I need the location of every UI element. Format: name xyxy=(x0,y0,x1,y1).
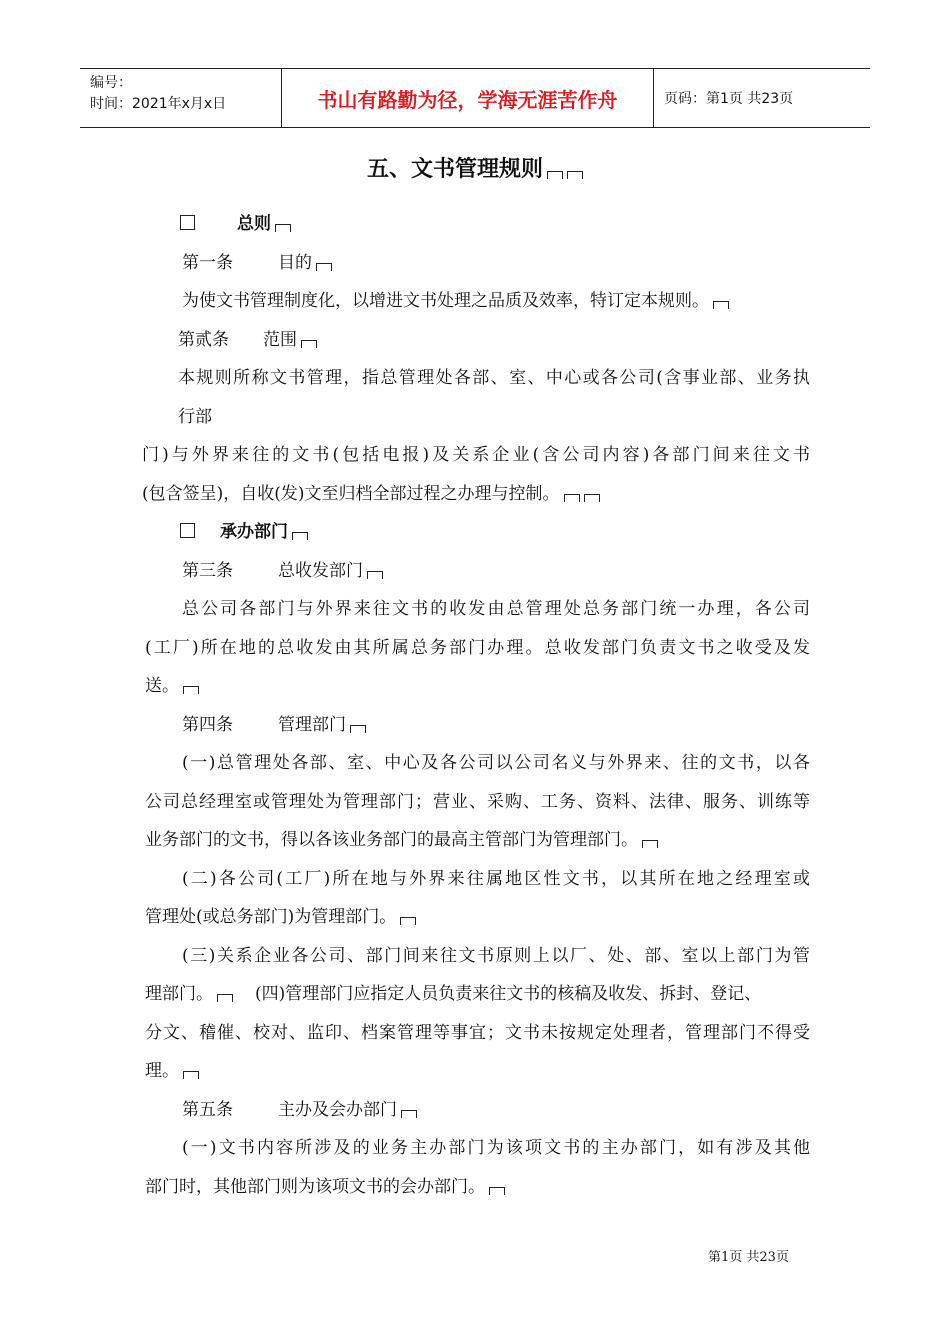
paragraph-mark-icon xyxy=(567,171,583,179)
article-number: 第五条 xyxy=(182,1099,233,1120)
article-title: 目的 xyxy=(278,252,312,273)
doc-time-label: 时间：2021年x月x日 xyxy=(90,96,227,112)
paragraph-mark-icon xyxy=(547,171,563,179)
paragraph-line: 部门时，其他部门则为该项文书的会办部门。 xyxy=(145,1176,485,1197)
article-heading xyxy=(145,706,810,745)
paragraph-line: (四)管理部门应指定人员负责来往文书的核稿及收发、拆封、登记、 xyxy=(255,984,762,1004)
article-heading xyxy=(145,244,810,283)
paragraph-line: 业务部门的文书，得以各该业务部门的最高主管部门为管理部门。 xyxy=(145,830,638,850)
section-heading xyxy=(145,205,810,244)
article-heading xyxy=(145,552,810,591)
paragraph-mark-icon xyxy=(275,224,291,232)
page-header xyxy=(80,68,870,128)
paragraph-line: (三)关系企业各公司、部门间来往文书原则上以厂、处、部、室以上部门为管 xyxy=(182,945,810,966)
article-number: 第一条 xyxy=(182,252,233,273)
paragraph-line-end xyxy=(145,1052,810,1091)
paragraph-mark-icon xyxy=(713,301,729,309)
section-title-general: 总则 xyxy=(237,214,271,234)
article-title: 总收发部门 xyxy=(278,560,363,581)
paragraph-line: 总公司各部门与外界来往文书的收发由总管理处总务部门统一办理，各公司 xyxy=(182,599,810,619)
paragraph-mark-icon xyxy=(301,340,317,348)
title-text: 五、文书管理规则 xyxy=(366,157,543,182)
paragraph-mark-icon xyxy=(564,494,580,502)
paragraph-line-end xyxy=(145,898,810,937)
header-meta xyxy=(80,69,282,127)
paragraph-line: 分文、稽催、校对、监印、档案管理等事宜；文书未按规定处理者，管理部门不得受 xyxy=(145,1022,810,1043)
paragraph-mark-icon xyxy=(584,494,600,502)
paragraph-line: (一)文书内容所涉及的业务主办部门为该项文书的主办部门，如有涉及其他 xyxy=(182,1138,810,1158)
article-heading xyxy=(145,1091,810,1130)
section-title-dept: 承办部门 xyxy=(220,522,288,542)
document-body xyxy=(142,205,810,1206)
paragraph-line: (一)总管理处各部、室、中心及各公司以公司名义与外界来、往的文书，以各 xyxy=(182,753,810,773)
paragraph-line: (二)各公司(工厂)所在地与外界来往属地区性文书，以其所在地之经理室或 xyxy=(182,868,810,889)
paragraph-mark-icon xyxy=(367,571,383,579)
paragraph-mark-icon xyxy=(401,1110,417,1118)
paragraph-line-end xyxy=(145,1168,810,1207)
paragraph-line: 门)与外界来往的文书(包括电报)及关系企业(含公司内容)各部门间来往文书 xyxy=(142,445,810,465)
paragraph-mark-icon xyxy=(642,840,658,848)
article-heading xyxy=(145,321,810,360)
paragraph-mark-icon xyxy=(217,994,233,1002)
article-title: 管理部门 xyxy=(278,714,346,735)
article-number: 第贰条 xyxy=(178,329,229,350)
paragraph-mark-icon xyxy=(489,1187,505,1195)
paragraph-line: 公司总经理室或管理处为管理部门；营业、采购、工务、资料、法律、服务、训练等 xyxy=(145,791,810,812)
document-title xyxy=(0,152,950,183)
paragraph-mark-icon xyxy=(292,532,308,540)
paragraph-line xyxy=(145,975,810,1014)
paragraph-line: (包含签呈)，自收(发)文至归档全部过程之办理与控制。 xyxy=(142,483,560,504)
paragraph-mark-icon xyxy=(183,1071,199,1079)
checkbox-square-icon xyxy=(180,523,195,538)
paragraph-line: (工厂)所在地的总收发由其所属总务部门办理。总收发部门负责文书之收受及发 xyxy=(145,637,810,658)
article-title: 主办及会办部门 xyxy=(278,1099,397,1120)
header-page-label: 页码：第1页 共23页 xyxy=(664,91,794,107)
paragraph-mark-icon xyxy=(400,917,416,925)
paragraph-line: 行部 xyxy=(178,406,212,427)
paragraph-mark-icon xyxy=(350,725,366,733)
doc-number-label: 编号： xyxy=(90,75,132,91)
article-text xyxy=(145,282,810,321)
article-number: 第三条 xyxy=(182,560,233,581)
paragraph-line: 为使文书管理制度化，以增进文书处理之品质及效率，特订定本规则。 xyxy=(182,291,709,311)
paragraph-mark-icon xyxy=(316,263,332,271)
section-heading xyxy=(145,513,810,552)
article-number: 第四条 xyxy=(182,714,233,735)
paragraph-mark-icon xyxy=(183,686,199,694)
paragraph-line: 送。 xyxy=(145,676,179,696)
paragraph-line-end xyxy=(145,667,810,706)
checkbox-square-icon xyxy=(180,215,195,230)
page-footer: 第1页 共23页 xyxy=(708,1250,789,1265)
paragraph-line: 管理处(或总务部门)为管理部门。 xyxy=(145,907,397,927)
header-motto: 书山有路勤为径，学海无涯苦作舟 xyxy=(282,69,654,127)
paragraph-line: 理部门。 xyxy=(145,984,213,1004)
paragraph-line: 本规则所称文书管理，指总管理处各部、室、中心或各公司(含事业部、业务执 xyxy=(178,368,810,388)
article-title: 范围 xyxy=(263,329,297,350)
paragraph-line-end xyxy=(145,821,810,860)
paragraph-line: 理。 xyxy=(145,1061,179,1081)
paragraph-line-end xyxy=(142,475,810,514)
